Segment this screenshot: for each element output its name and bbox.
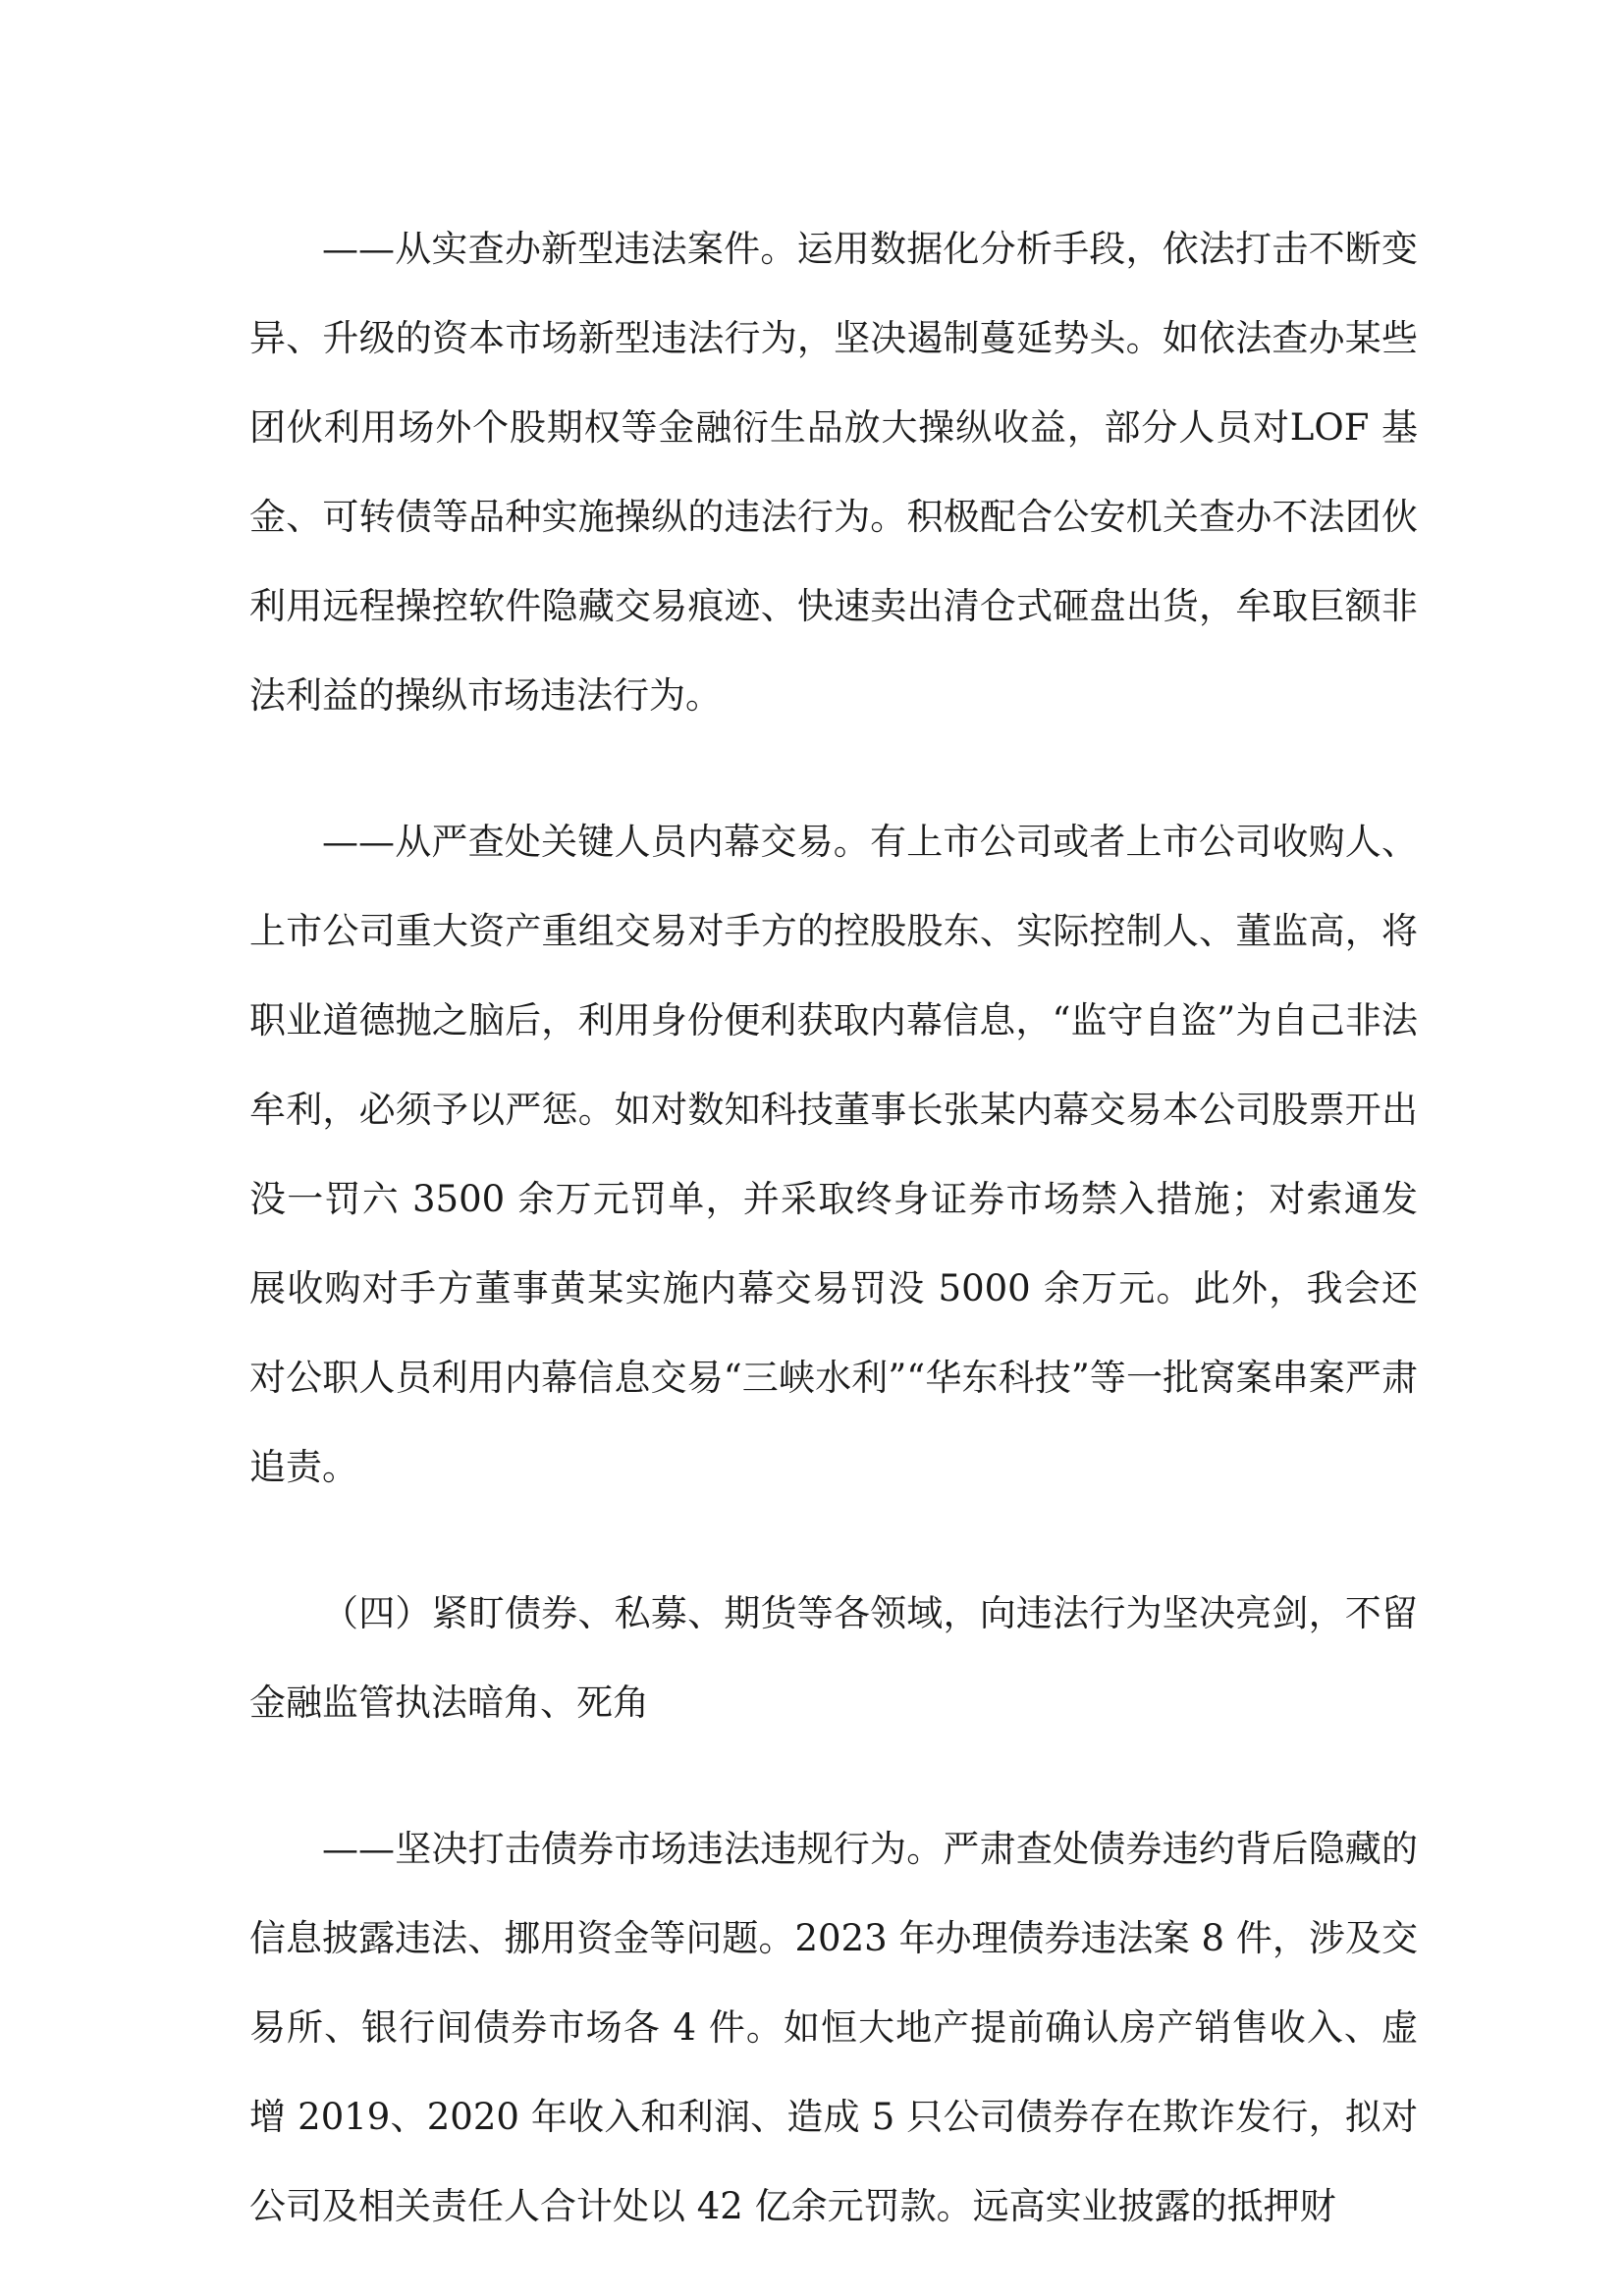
section-heading-four: （四）紧盯债券、私募、期货等各领域，向违法行为坚决亮剑，不留金融监管执法暗角、死角 [249, 1592, 1418, 1724]
document-body [249, 204, 1418, 2251]
paragraph-insider-trading: ——从严查处关键人员内幕交易。有上市公司或者上市公司收购人、上市公司重大资产重组交易对手方的控股股东、实际控制人、董监高，将职业道德抛之脑后，利用身份便利获取内幕信息，“监守自盗”为自己非法牟利，必须予以严惩。如对数知科技董事长张某内幕交易本公司股票开出没一罚六 3500 余万元罚单，并采取终身证券市场禁入措施；对索通发展收购对手方董事黄某实施内幕交易罚没 5000 余万元。此外，我会还对公职人员利用内幕信息交易“三峡水利”“华东科技”等一批窝案串案严肃追责。 [249, 821, 1418, 1488]
paragraph-bond-market: ——坚决打击债券市场违法违规行为。严肃查处债券违约背后隐藏的信息披露违法、挪用资金等问题。2023 年办理债券违法案 8 件，涉及交易所、银行间债券市场各 4 件。如恒大地产提前确认房产销售收入、虚增 2019、2020 年收入和利润、造成 5 只公司债券存在欺诈发行，拟对公司及相关责任人合计处以 42 亿余元罚款。远高实业披露的抵押财 [249, 1828, 1418, 2227]
paragraph-illegal-cases: ——从实查办新型违法案件。运用数据化分析手段，依法打击不断变异、升级的资本市场新型违法行为，坚决遏制蔓延势头。如依法查办某些团伙利用场外个股期权等金融衍生品放大操纵收益，部分人员对LOF 基金、可转债等品种实施操纵的违法行为。积极配合公安机关查办不法团伙利用远程操控软件隐藏交易痕迹、快速卖出清仓式砸盘出货，牟取巨额非法利益的操纵市场违法行为。 [249, 228, 1418, 717]
